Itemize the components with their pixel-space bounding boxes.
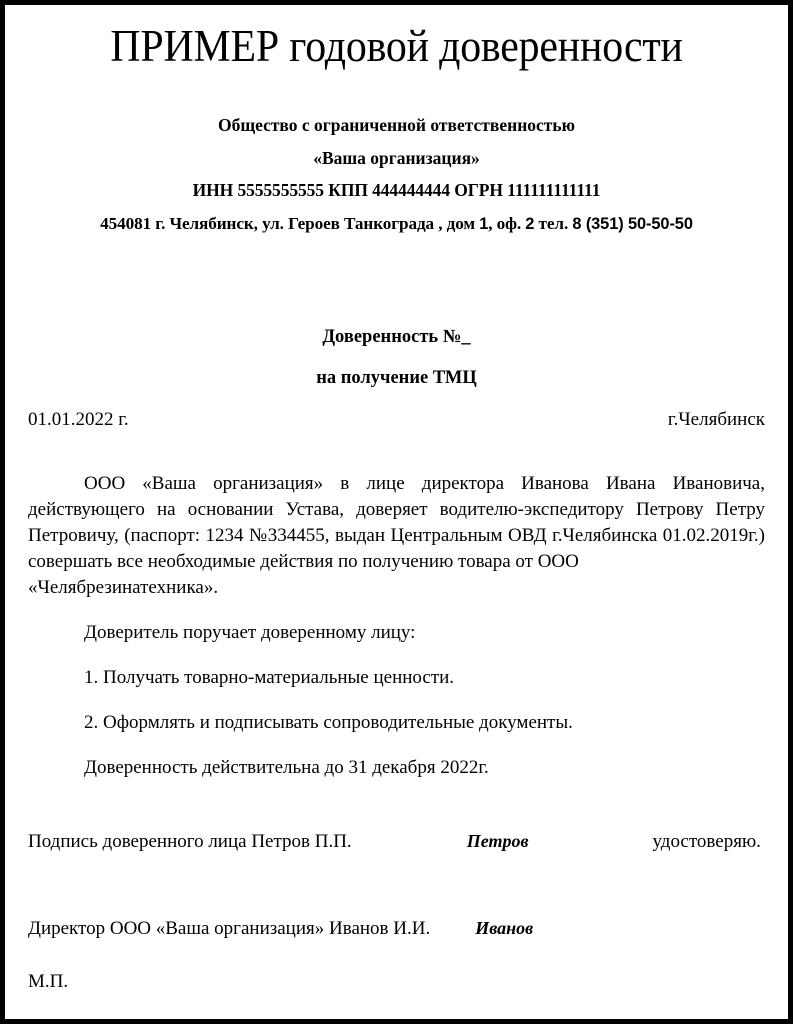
stamp-placeholder: М.П. — [28, 971, 69, 993]
director-handwritten-signature: Иванов — [475, 918, 534, 939]
address-phone-number: 8 (351) 50-50-50 — [572, 214, 693, 233]
address-office-prefix: , оф. — [488, 213, 526, 233]
attorney-handwritten-signature: Петров — [466, 831, 529, 852]
address-prefix: 454081 г. Челябинск, ул. Героев Танкограда , дом — [100, 213, 480, 233]
document-city: г.Челябинск — [667, 409, 765, 431]
document-body — [22, 471, 771, 781]
power-of-attorney-number: Доверенность №_ — [322, 327, 471, 348]
company-header-block — [22, 117, 771, 232]
main-paragraph-line-2: действующего на основании Устава, доверяет водителю-экспедитору Петрову Петру — [28, 499, 765, 521]
company-legal-form: Общество с ограниченной ответственностью — [217, 115, 576, 136]
document-heading-block — [22, 328, 771, 387]
attorney-signature-label: Подпись доверенного лица Петров П.П. — [28, 831, 352, 853]
company-registration-ids: ИНН 5555555555 КПП 444444444 ОГРН 111111111111 — [192, 180, 601, 201]
validity-statement: Доверенность действительна до 31 декабря 2022г. — [84, 757, 489, 779]
instruction-item-1: 1. Получать товарно-материальные ценности. — [84, 667, 455, 689]
document-content-area — [5, 23, 788, 1024]
address-house-number: 1 — [479, 214, 489, 233]
certify-text: удостоверяю. — [652, 831, 761, 853]
director-signature-label: Директор ООО «Ваша организация» Иванов И.И. — [28, 918, 431, 940]
main-paragraph — [28, 471, 765, 601]
main-paragraph-line-1: ООО «Ваша организация» в лице директора Иванова Ивана Ивановича, — [84, 473, 765, 495]
instruction-item-2: 2. Оформлять и подписывать сопроводительные документы. — [84, 712, 573, 734]
address-tel-label: тел. — [534, 213, 573, 233]
main-paragraph-line-4: совершать все необходимые действия по получению товара от ООО «Челябрезинатехника». — [28, 551, 579, 599]
main-paragraph-line-3: Петровичу, (паспорт: 1234 №334455, выдан Центральным ОВД г.Челябинска 01.02.2019г.) — [28, 525, 765, 547]
company-address-line — [22, 215, 771, 232]
address-office-number: 2 — [525, 214, 535, 233]
page-title: ПРИМЕР годовой доверенности — [110, 21, 683, 71]
attorney-signature-row — [28, 831, 765, 853]
director-signature-row — [28, 918, 765, 940]
date-city-row — [22, 409, 771, 431]
company-name: «Ваша организация» — [313, 147, 480, 168]
document-date: 01.01.2022 г. — [28, 409, 129, 431]
power-of-attorney-subject: на получение ТМЦ — [316, 367, 477, 388]
signature-block — [22, 831, 771, 993]
instructions-intro: Доверитель поручает доверенному лицу: — [84, 622, 416, 644]
